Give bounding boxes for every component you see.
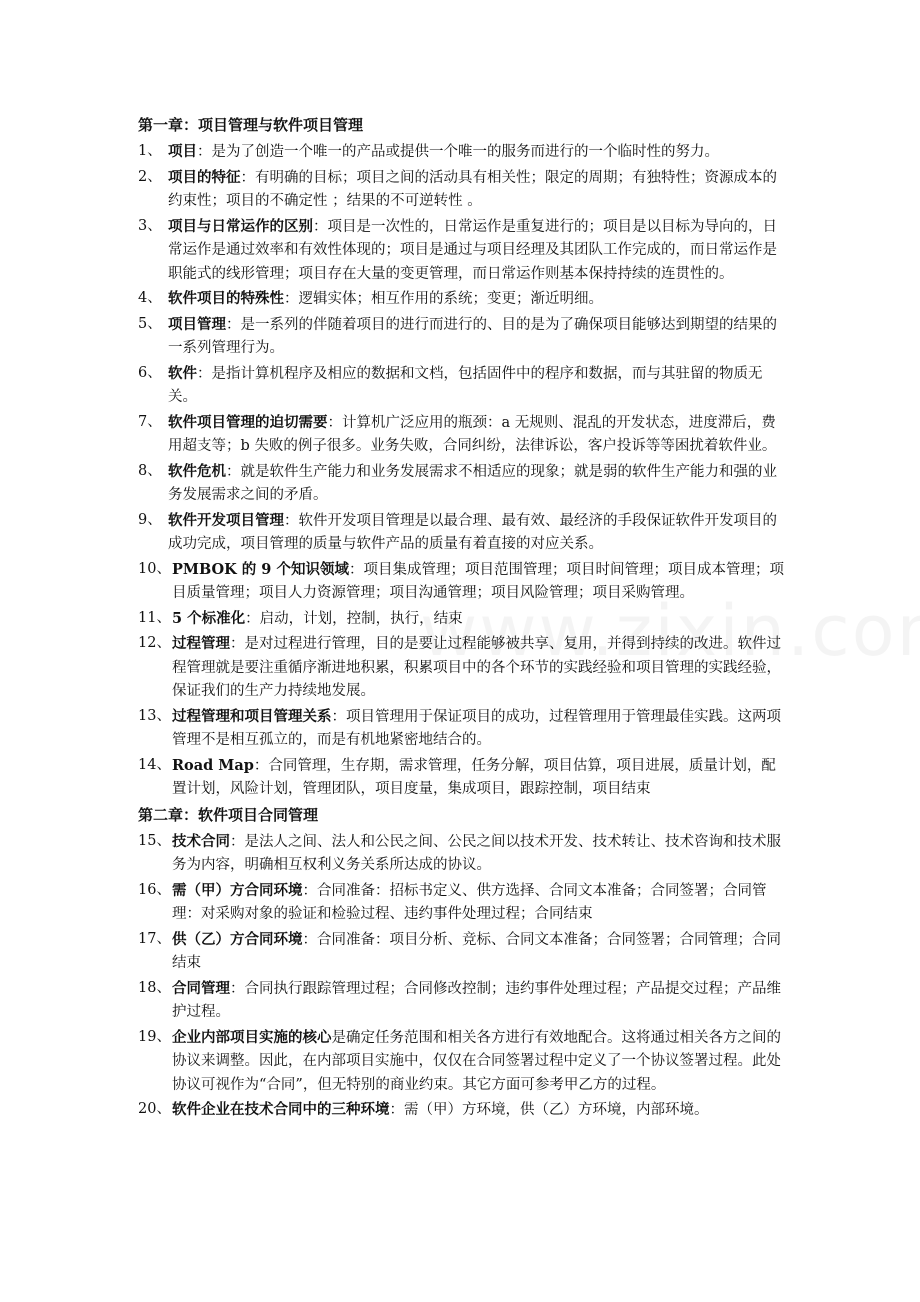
item-term: 过程管理 (172, 635, 230, 652)
item-text (172, 830, 788, 878)
item-term: 合同管理 (172, 979, 230, 997)
list-item (138, 411, 788, 459)
item-text (168, 509, 788, 557)
item-definition: ：是法人之间、法人和公民之间、公民之间以技术开发、技术转让、技术咨询和技术服务为内容，明确相互权利义务关系所达成的协议。 (172, 833, 781, 873)
item-term: 供（乙）方合同环境 (172, 930, 303, 948)
item-definition: ：合同执行跟踪管理过程；合同修改控制；违约事件处理过程；产品提交过程；产品维护过程。 (172, 980, 781, 1020)
list-item (138, 705, 788, 753)
item-term: 企业内部项目实施的核心 (172, 1028, 332, 1046)
list-item (138, 509, 788, 557)
item-definition: ：逻辑实体；相互作用的系统；变更；渐近明细。 (284, 291, 603, 307)
item-text (168, 411, 788, 459)
item-definition: ：软件开发项目管理是以最合理、最有效、最经济的手段保证软件开发项目的成功完成，项目管理的质量与软件产品的质量有着直接的对应关系。 (168, 512, 777, 552)
item-number: 7、 (138, 413, 162, 430)
item-number: 12、 (138, 635, 171, 651)
list-item (138, 977, 788, 1025)
item-number: 16、 (138, 881, 171, 898)
item-text (172, 928, 788, 976)
item-text (168, 362, 788, 410)
list-item (138, 287, 788, 312)
item-term: 软件企业在技术合同中的三种环境 (172, 1101, 390, 1118)
item-term: 项目管理 (168, 315, 226, 333)
item-text (172, 632, 788, 704)
item-number: 15、 (138, 832, 171, 849)
item-text (172, 558, 788, 606)
item-definition: ：启动，计划，控制，执行，结束 (245, 610, 463, 627)
item-text (172, 1098, 788, 1123)
item-definition: ：项目管理用于保证项目的成功，过程管理用于管理最佳实践。这两项管理不是相互孤立的，而是有机地紧密地结合的。 (172, 708, 781, 748)
item-number: 3、 (138, 217, 162, 234)
item-text (172, 705, 788, 753)
item-definition: ：是对过程进行管理，目的是要让过程能够被共享、复用，并得到持续的改进。软件过程管理就是要注重循序渐进地积累，积累项目中的各个环节的实践经验和项目管理的实践经验，保证我们的生产力持续地发展。 (172, 636, 781, 699)
item-number: 8、 (138, 462, 162, 479)
list-item (138, 607, 788, 632)
item-text (172, 754, 788, 802)
item-text (168, 215, 788, 287)
chapter-1-heading: 第一章：项目管理与软件项目管理 (138, 116, 364, 134)
item-text (168, 166, 788, 214)
item-definition: ：就是软件生产能力和业务发展需求不相适应的现象；就是弱的软件生产能力和强的业务发展需求之间的矛盾。 (168, 463, 777, 503)
list-item (138, 166, 788, 214)
list-item (138, 140, 788, 165)
item-term: 软件 (168, 364, 197, 382)
item-definition: ：是指计算机程序及相应的数据和文档，包括固件中的程序和数据，而与其驻留的物质无关。 (168, 365, 763, 405)
item-text (168, 140, 788, 165)
item-number: 1、 (138, 143, 162, 159)
item-number: 5、 (138, 315, 162, 332)
list-item (138, 928, 788, 976)
item-text (168, 460, 788, 508)
item-number: 13、 (138, 707, 171, 724)
item-number: 4、 (138, 290, 162, 306)
item-definition: ：项目是一次性的，日常运作是重复进行的；项目是以目标为导向的，日常运作是通过效率和有效性体现的；项目是通过与项目经理及其团队工作完成的，而日常运作是职能式的线形管理；项目存在大量的变更管理，而日常运作则基本保持持续的连贯性的。 (168, 218, 777, 282)
list-item (138, 362, 788, 410)
item-term: 过程管理和项目管理关系 (172, 707, 332, 725)
item-number: 19、 (138, 1028, 171, 1045)
item-number: 9、 (138, 511, 162, 528)
item-number: 17、 (138, 930, 171, 947)
item-number: 10、 (138, 560, 171, 577)
item-term: 5 个标准化 (172, 609, 246, 627)
item-text (168, 287, 788, 312)
item-term: 软件项目的特殊性 (168, 290, 284, 307)
list-item (138, 313, 788, 361)
item-text (172, 1026, 788, 1098)
item-term: 项目 (168, 143, 197, 160)
item-definition: ：是为了创造一个唯一的产品或提供一个唯一的服务而进行的一个临时性的努力。 (197, 144, 719, 160)
item-number: 20、 (138, 1101, 171, 1117)
item-definition: ：需（甲）方环境，供（乙）方环境，内部环境。 (389, 1102, 709, 1118)
item-definition: ：有明确的目标；项目之间的活动具有相关性；限定的周期；有独特性；资源成本的约束性；项目的不确定性 ；结果的不可逆转性 。 (168, 169, 777, 209)
item-definition: 是确定任务范围和相关各方进行有效地配合。这将通过相关各方之间的协议来调整。因此，在内部项目实施中，仅仅在合同签署过程中定义了一个协议签署过程。此处协议可视作为“合同”，但无特别的商业约束。其它方面可参考甲乙方的过程。 (172, 1029, 781, 1093)
list-item (138, 558, 788, 606)
list-item (138, 460, 788, 508)
item-term: 软件项目管理的迫切需要 (168, 413, 328, 431)
item-text (172, 977, 788, 1025)
item-term: 软件开发项目管理 (168, 511, 284, 529)
item-term: 软件危机 (168, 462, 226, 480)
list-item (138, 1026, 788, 1098)
item-text (172, 879, 788, 927)
document-body (138, 112, 788, 1124)
list-item (138, 1098, 788, 1123)
item-term: 项目的特征 (168, 168, 241, 186)
item-definition: ：项目集成管理；项目范围管理；项目时间管理；项目成本管理；项目质量管理；项目人力资源管理；项目沟通管理；项目风险管理；项目采购管理。 (172, 561, 784, 601)
item-number: 18、 (138, 979, 171, 996)
chapter-1-list (138, 140, 788, 802)
item-definition: ：是一系列的伴随着项目的进行而进行的、目的是为了确保项目能够达到期望的结果的一系列管理行为。 (168, 316, 777, 356)
item-definition: ：合同准备：招标书定义、供方选择、合同文本准备；合同签署；合同管理：对采购对象的验证和检验过程、违约事件处理过程；合同结束 (172, 882, 767, 922)
item-number: 2、 (138, 168, 162, 185)
item-number: 14、 (138, 756, 171, 773)
item-text (172, 607, 788, 632)
list-item (138, 632, 788, 704)
item-term: 项目与日常运作的区别 (168, 217, 313, 235)
chapter-2-heading: 第二章：软件项目合同管理 (138, 805, 319, 824)
item-term: PMBOK 的 9 个知识领域 (172, 560, 349, 578)
list-item (138, 215, 788, 287)
item-term: Road Map (172, 756, 254, 774)
item-text (168, 313, 788, 361)
item-term: 需（甲）方合同环境 (172, 881, 303, 899)
list-item (138, 830, 788, 878)
list-item (138, 754, 788, 802)
item-number: 11、 (138, 609, 171, 626)
item-term: 技术合同 (172, 832, 230, 850)
chapter-2-list (138, 830, 788, 1123)
item-definition: ：合同管理，生存期，需求管理，任务分解，项目估算，项目进展，质量计划，配置计划，风险计划，管理团队，项目度量，集成项目，跟踪控制，项目结束 (172, 757, 776, 797)
item-definition: ：合同准备：项目分析、竞标、合同文本准备；合同签署；合同管理；合同结束 (172, 931, 781, 971)
item-number: 6、 (138, 364, 162, 381)
item-definition: ：计算机广泛应用的瓶颈：a 无规则、混乱的开发状态，进度滞后，费用超支等；b 失败的例子很多。业务失败，合同纠纷，法律诉讼，客户投诉等等困扰着软件业。 (168, 414, 777, 454)
list-item (138, 879, 788, 927)
